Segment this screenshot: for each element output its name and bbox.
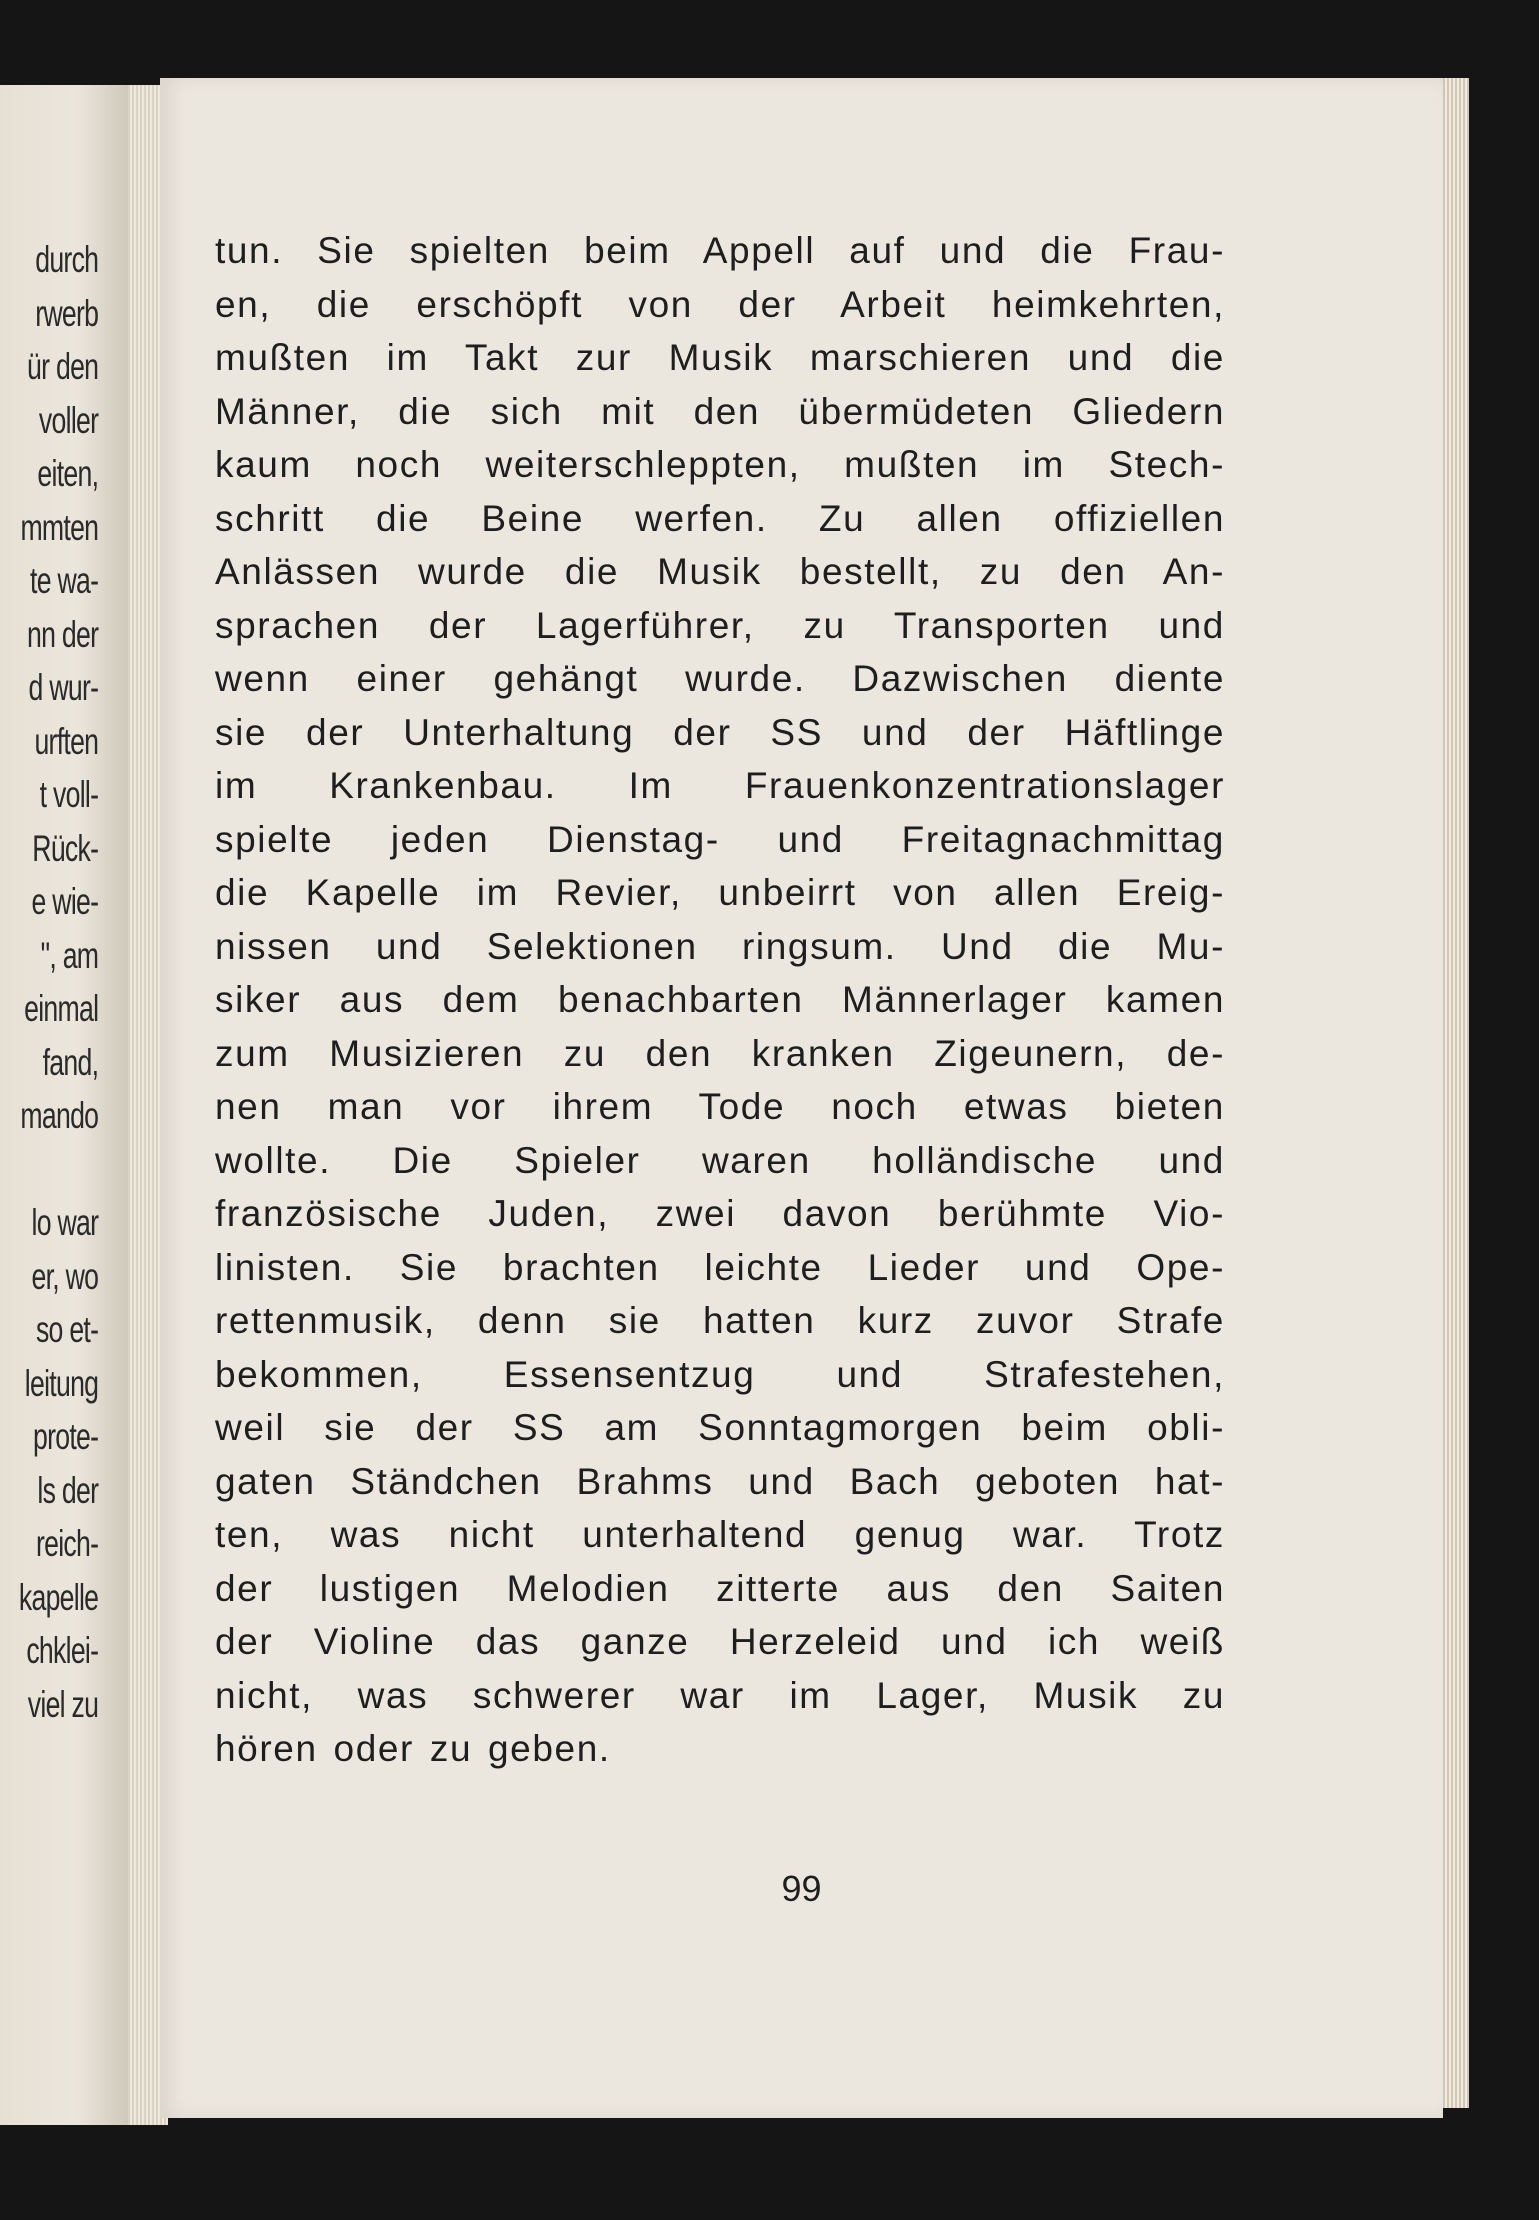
left-line: leitung	[24, 1362, 98, 1404]
left-line: viel zu	[27, 1683, 98, 1725]
text-line: tun. Sie spielten beim Appell auf und die Frau-	[215, 230, 1225, 271]
text-line: im Krankenbau. Im Frauenkonzentrationslager	[215, 765, 1225, 806]
text-line: kaum noch weiterschleppten, mußten im Stech-	[215, 444, 1225, 485]
left-line: fand,	[42, 1041, 98, 1083]
page-number: 99	[781, 1868, 822, 1909]
text-line: weil sie der SS am Sonntagmorgen beim obli-	[215, 1407, 1225, 1448]
left-line: nn der	[26, 613, 99, 655]
text-line: wenn einer gehängt wurde. Dazwischen diente	[215, 658, 1225, 699]
left-line: urften	[34, 720, 98, 762]
left-line: prote-	[32, 1416, 98, 1457]
page-stack-edge	[1443, 78, 1469, 2108]
body-text	[215, 224, 1225, 1776]
text-line: nen man vor ihrem Tode noch etwas bieten	[215, 1086, 1225, 1127]
left-line: lo war	[31, 1202, 98, 1243]
text-line: sie der Unterhaltung der SS und der Häftlinge	[215, 711, 1225, 753]
text-line: sprachen der Lagerführer, zu Transporten und	[215, 604, 1225, 646]
text-line: der Violine das ganze Herzeleid und ich weiß	[215, 1621, 1225, 1662]
text-line: gaten Ständchen Brahms und Bach geboten hat-	[215, 1460, 1225, 1502]
text-line: bekommen, Essensentzug und Strafestehen,	[215, 1353, 1225, 1395]
left-line: ür den	[26, 346, 99, 387]
left-line: rwerb	[34, 292, 98, 334]
text-line: nicht, was schwerer war im Lager, Musik zu	[215, 1674, 1225, 1716]
left-line: mando	[20, 1095, 99, 1136]
text-line: mußten im Takt zur Musik marschieren und die	[215, 337, 1225, 378]
text-line: siker aus dem benachbarten Männerlager kamen	[215, 979, 1225, 1020]
text-line: Männer, die sich mit den übermüdeten Gliedern	[215, 390, 1225, 432]
text-line: en, die erschöpft von der Arbeit heimkehrten,	[215, 283, 1225, 325]
left-line	[19, 1143, 98, 1197]
left-page-text	[19, 233, 98, 1731]
text-line: zum Musizieren zu den kranken Zigeunern, de-	[215, 1032, 1225, 1074]
left-line: chklei-	[26, 1630, 98, 1671]
text-line: Anlässen wurde die Musik bestellt, zu den An-	[215, 551, 1225, 592]
left-line: e wie-	[31, 881, 98, 922]
left-line: Rück-	[32, 827, 98, 869]
text-line: spielte jeden Dienstag- und Freitagnachmittag	[215, 818, 1225, 860]
text-line: die Kapelle im Revier, unbeirrt von allen Ereig-	[215, 872, 1225, 913]
text-line: ten, was nicht unterhaltend genug war. Trotz	[215, 1514, 1225, 1555]
left-line: t voll-	[39, 774, 98, 815]
left-page-edge	[0, 85, 128, 2125]
text-line: hören oder zu geben.	[215, 1728, 611, 1769]
text-line: rettenmusik, denn sie hatten kurz zuvor Strafe	[215, 1300, 1225, 1341]
left-line: ls der	[37, 1469, 98, 1511]
text-line: französische Juden, zwei davon berühmte Vio-	[215, 1193, 1225, 1234]
left-line: so et-	[35, 1309, 98, 1350]
left-line: voller	[38, 399, 98, 441]
left-line: reich-	[35, 1523, 98, 1564]
text-line: wollte. Die Spieler waren holländische und	[215, 1139, 1225, 1181]
text-line: der lustigen Melodien zitterte aus den Saiten	[215, 1567, 1225, 1609]
right-page	[160, 78, 1443, 2118]
left-line: ", am	[40, 934, 98, 976]
left-line: eiten,	[37, 453, 98, 494]
left-line: d wur-	[28, 667, 99, 708]
text-line: linisten. Sie brachten leichte Lieder und Ope-	[215, 1246, 1225, 1288]
left-line: mmten	[20, 506, 99, 548]
left-line: einmal	[23, 988, 99, 1029]
left-line: durch	[34, 239, 98, 280]
text-line: nissen und Selektionen ringsum. Und die Mu-	[215, 925, 1225, 967]
text-line: schritt die Beine werfen. Zu allen offiziellen	[215, 497, 1225, 539]
left-line: kapelle	[18, 1576, 98, 1618]
left-line: er, wo	[31, 1255, 98, 1297]
left-line: te wa-	[29, 560, 98, 601]
